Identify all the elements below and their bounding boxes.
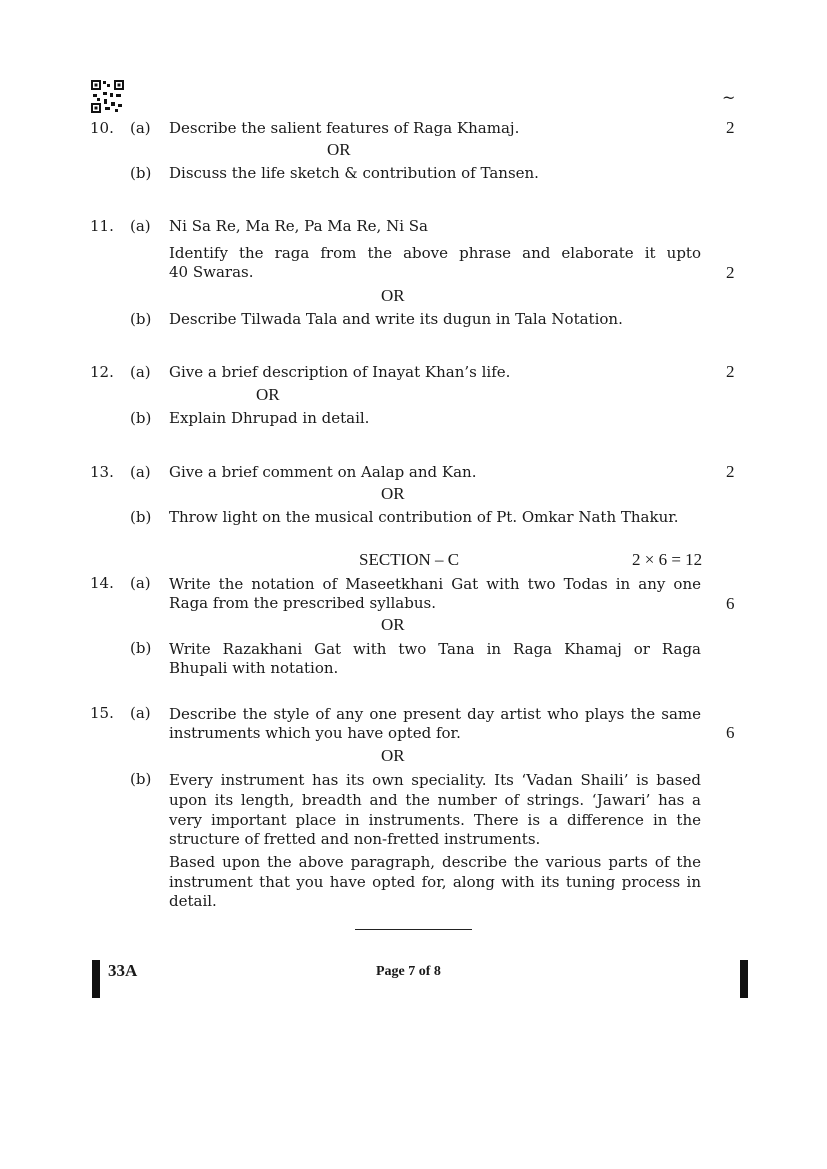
part-label: (b) (130, 770, 152, 788)
part-label: (b) (130, 310, 152, 328)
question-text: Write Razakhani Gat with two Tana in Raga Khamaj or Raga (169, 640, 701, 658)
footer-bar-left (92, 960, 100, 998)
or-separator: OR (381, 286, 405, 305)
or-separator: OR (256, 385, 280, 404)
question-number: 14. (90, 574, 114, 592)
question-text: Explain Dhrupad in detail. (169, 409, 370, 427)
part-label: (a) (130, 217, 151, 235)
question-text: instruments which you have opted for. (169, 724, 461, 742)
question-text: Describe the style of any one present day artist who plays the same (169, 705, 701, 723)
or-separator: OR (381, 615, 405, 634)
question-number: 10. (90, 119, 114, 137)
page-number: Page 7 of 8 (376, 964, 441, 979)
paragraph-line: structure of fretted and non-fretted instruments. (169, 830, 541, 848)
or-separator: OR (381, 484, 405, 503)
question-text: Give a brief description of Inayat Khan’s life. (169, 363, 511, 381)
question-text: Throw light on the musical contribution of Pt. Omkar Nath Thakur. (169, 508, 679, 526)
question-text: Discuss the life sketch & contribution of Tansen. (169, 164, 539, 182)
marks: 2 (726, 263, 735, 282)
question-text: Bhupali with notation. (169, 659, 339, 677)
section-marks: 2 × 6 = 12 (632, 550, 703, 569)
paragraph-line: instrument that you have opted for, along with its tuning process in (169, 873, 701, 891)
question-text: Raga from the prescribed syllabus. (169, 594, 436, 612)
part-label: (b) (130, 164, 152, 182)
question-text: Describe Tilwada Tala and write its dugun in Tala Notation. (169, 310, 623, 328)
part-label: (a) (130, 463, 151, 481)
question-text: Write the notation of Maseetkhani Gat with two Todas in any one (169, 575, 701, 593)
qr-code-icon (91, 80, 124, 113)
question-text: Identify the raga from the above phrase and elaborate it upto (169, 244, 701, 262)
part-label: (a) (130, 574, 151, 592)
part-label: (a) (130, 363, 151, 381)
part-label: (a) (130, 704, 151, 722)
marks: 2 (726, 462, 735, 481)
part-label: (b) (130, 639, 152, 657)
paragraph-line: detail. (169, 892, 217, 910)
question-number: 15. (90, 704, 114, 722)
paragraph-line: Every instrument has its own speciality. Its ‘Vadan Shaili’ is based (169, 771, 701, 789)
or-separator: OR (381, 746, 405, 765)
paragraph-line: very important place in instruments. There is a difference in the (169, 811, 701, 829)
marks: 2 (726, 118, 735, 137)
or-separator: OR (327, 140, 351, 159)
raga-phrase: Ni Sa Re, Ma Re, Pa Ma Re, Ni Sa (169, 217, 428, 235)
question-text: Describe the salient features of Raga Khamaj. (169, 119, 520, 137)
question-text: Give a brief comment on Aalap and Kan. (169, 463, 477, 481)
marks: 2 (726, 362, 735, 381)
paper-code: 33A (108, 961, 138, 980)
end-separator-line (355, 929, 472, 930)
question-text: 40 Swaras. (169, 263, 254, 281)
part-label: (b) (130, 409, 152, 427)
part-label: (a) (130, 119, 151, 137)
section-title: SECTION – C (359, 550, 460, 569)
marks: 6 (726, 723, 735, 742)
part-label: (b) (130, 508, 152, 526)
paragraph-line: Based upon the above paragraph, describe the various parts of the (169, 853, 701, 871)
question-number: 13. (90, 463, 114, 481)
question-number: 12. (90, 363, 114, 381)
footer-bar-right (740, 960, 748, 998)
tilde-mark: ~ (722, 88, 736, 107)
paragraph-line: upon its length, breadth and the number of strings. ‘Jawari’ has a (169, 791, 701, 809)
marks: 6 (726, 594, 735, 613)
question-number: 11. (90, 217, 114, 235)
